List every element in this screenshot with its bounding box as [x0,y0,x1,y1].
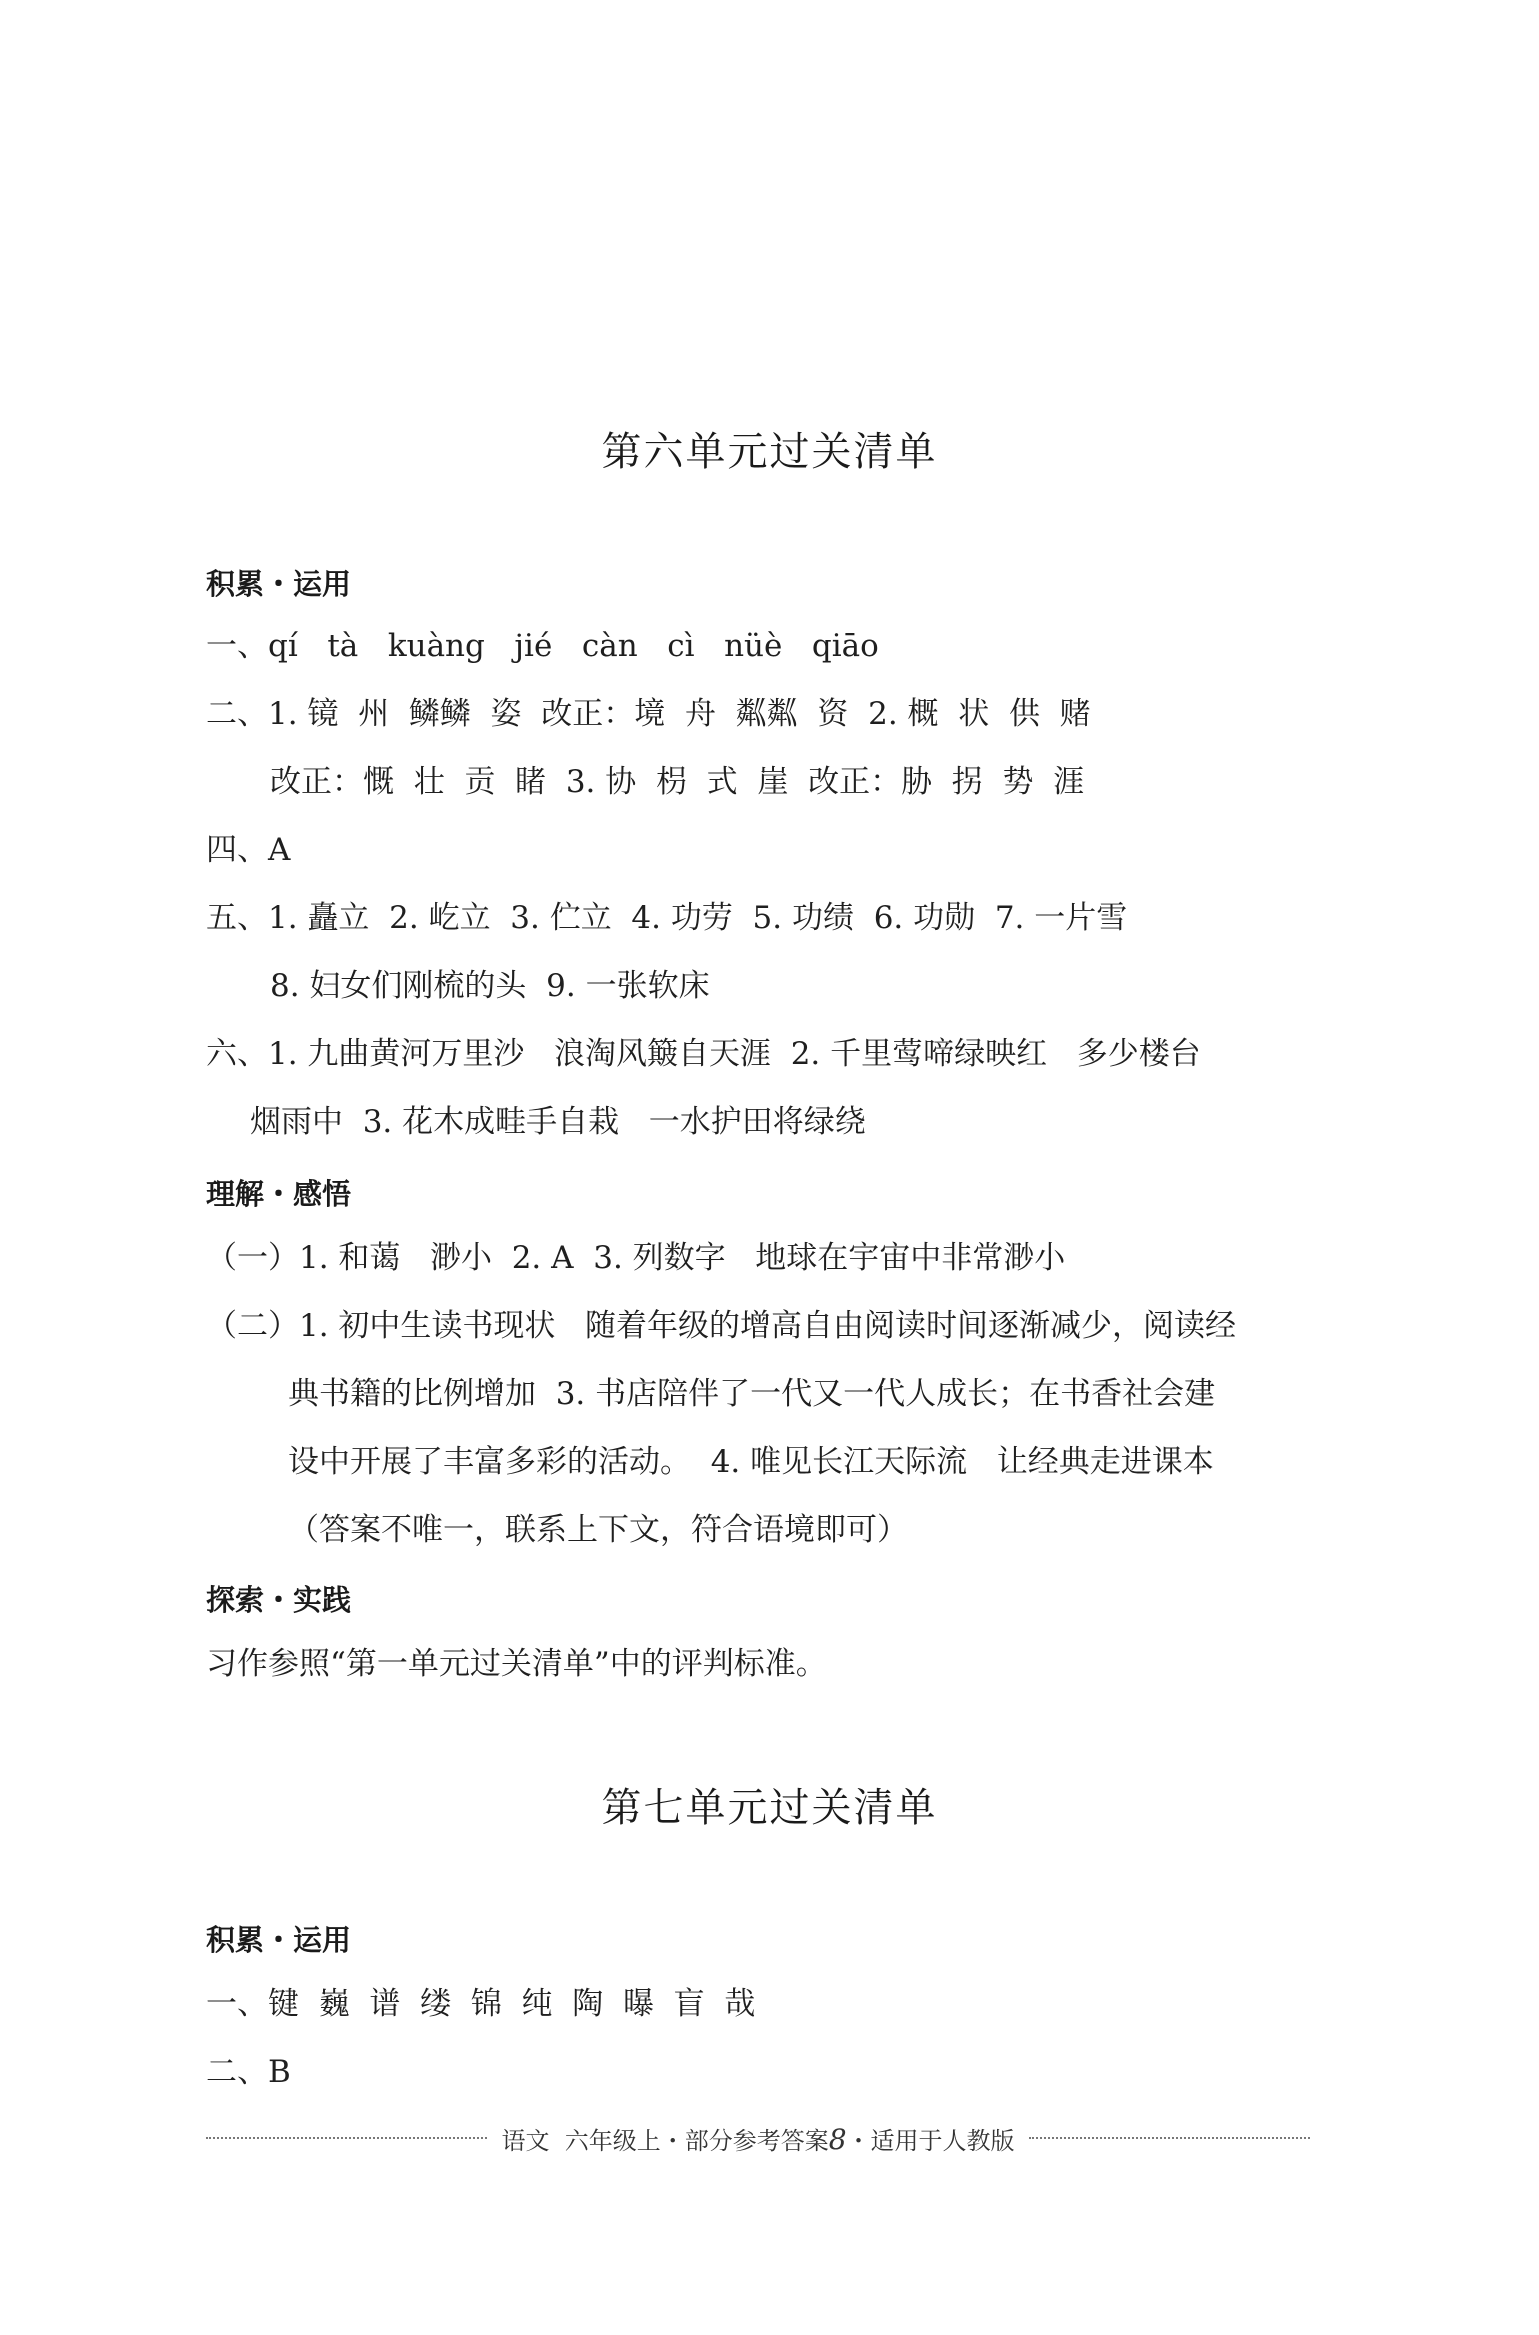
unit6-reading2-line1: （二）1. 初中生读书现状 随着年级的增高自由阅读时间逐渐减少，阅读经 [206,1308,1236,1344]
unit6-reading2-line3: 设中开展了丰富多彩的活动。 4. 唯见长江天际流 让经典走进课本 [288,1444,1214,1480]
unit6-q5-line1: 五、1. 矗立 2. 屹立 3. 伫立 4. 功劳 5. 功绩 6. 功勋 7. 一片雪 [206,900,1128,936]
unit6-q6-line1: 六、1. 九曲黄河万里沙 浪淘风簸自天涯 2. 千里莺啼绿映红 多少楼台 [206,1036,1201,1072]
unit6-q5-line2: 8. 妇女们刚梳的头 9. 一张软床 [270,968,710,1004]
unit7-section-accumulation: 积累・运用 [206,1923,352,1957]
unit6-reading2-note: （答案不唯一，联系上下文，符合语境即可） [288,1512,908,1548]
unit6-q1-pinyin: 一、qí tà kuàng jié càn cì nüè qiāo [206,628,879,664]
footer-dots-left [206,2137,487,2139]
unit7-title: 第七单元过关清单 [601,1785,938,1831]
unit7-q1: 一、键 巍 谱 缕 锦 纯 陶 曝 盲 哉 [206,1986,756,2022]
unit6-q4: 四、A [206,832,291,868]
footer-edition: ・适用于人教版 [846,2126,1015,2155]
unit6-reading1: （一）1. 和蔼 渺小 2. A 3. 列数字 地球在宇宙中非常渺小 [206,1240,1066,1276]
unit6-q6-line2: 烟雨中 3. 花木成畦手自栽 一水护田将绿绕 [250,1104,866,1140]
unit6-section-understanding: 理解・感悟 [206,1177,352,1211]
unit6-section-accumulation: 积累・运用 [206,567,352,601]
unit6-reading2-line2: 典书籍的比例增加 3. 书店陪伴了一代又一代人成长；在书香社会建 [288,1376,1216,1412]
unit6-q2-line2: 改正：慨 壮 贡 睹 3. 协 枴 式 崖 改正：胁 拐 势 涯 [270,764,1085,800]
unit6-title: 第六单元过关清单 [601,429,938,475]
page-footer [206,2118,1310,2158]
footer-text [487,2121,1028,2156]
unit6-q2-line1: 二、1. 镜 州 鳞鳞 姿 改正：境 舟 粼粼 资 2. 概 状 供 赌 [206,696,1091,732]
footer-dots-right [1029,2137,1310,2139]
page-number: 8 [828,2122,847,2156]
unit7-q2: 二、B [206,2054,291,2090]
unit6-section-practice: 探索・实践 [206,1583,352,1617]
unit6-writing: 习作参照“第一单元过关清单”中的评判标准。 [206,1646,827,1682]
footer-subject: 语文 六年级上・部分参考答案 [501,2126,829,2155]
